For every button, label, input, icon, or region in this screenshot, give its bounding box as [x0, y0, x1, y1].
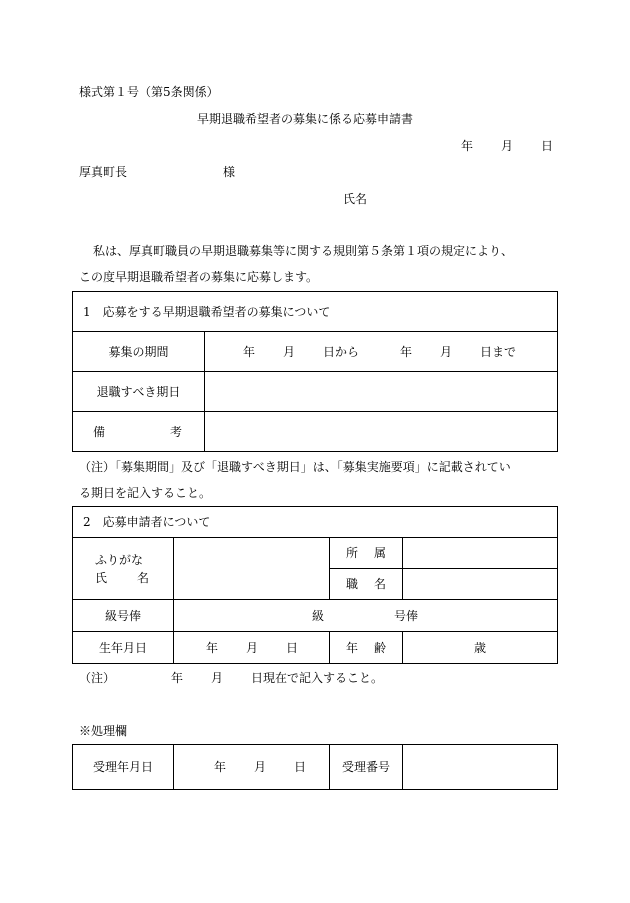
furigana-label: ふりがな	[95, 552, 144, 567]
grade-label: 級号俸	[73, 600, 174, 632]
remarks-label-b: 考	[169, 424, 182, 439]
position-label-b: 名	[373, 577, 386, 591]
name-label-cell	[73, 538, 174, 600]
section2-heading: 2 応募申請者について	[73, 507, 558, 538]
received-date-value[interactable]	[174, 745, 330, 790]
period-month-to: 月	[440, 344, 453, 359]
name-value[interactable]	[174, 538, 330, 600]
received-number-value[interactable]	[403, 745, 558, 790]
note1-line1: （注）「募集期間」及び「退職すべき期日」は、「募集実施要項」に記載されてい	[79, 460, 511, 474]
section1-heading: 1 応募をする早期退職希望者の募集について	[73, 292, 558, 332]
name-label-b: 名	[136, 570, 149, 585]
addressee-honorific: 様	[223, 165, 236, 179]
received-month: 月	[254, 760, 267, 774]
grade-kyu: 級	[312, 608, 325, 623]
affiliation-label-a: 所	[346, 546, 359, 560]
period-year-from: 年	[243, 344, 256, 359]
retirement-date-value[interactable]	[205, 372, 558, 412]
retirement-date-label: 退職すべき期日	[73, 372, 205, 412]
note2-prefix: （注）	[79, 671, 116, 685]
period-year-to: 年	[400, 344, 413, 359]
grade-gohou: 号俸	[394, 608, 419, 623]
addressee-name: 厚真町長	[79, 165, 128, 179]
received-year: 年	[214, 760, 227, 774]
received-day: 日	[294, 760, 307, 774]
note2-day-text: 日現在で記入すること。	[251, 671, 384, 685]
position-value[interactable]	[403, 569, 558, 600]
remarks-label	[73, 412, 205, 452]
date-day: 日	[541, 139, 554, 153]
age-label-b: 齢	[373, 640, 386, 655]
period-day-to: 日まで	[480, 344, 517, 359]
received-date-label: 受理年月日	[73, 745, 174, 790]
age-label-a: 年	[346, 640, 359, 655]
affiliation-label-b: 属	[373, 546, 386, 560]
processing-table	[72, 744, 558, 790]
document-title: 早期退職希望者の募集に係る応募申請書	[197, 112, 414, 126]
grade-value[interactable]	[174, 600, 558, 632]
birth-month: 月	[246, 640, 259, 655]
age-unit: 歳	[474, 640, 487, 655]
birth-date-label: 生年月日	[73, 632, 174, 664]
form-number: 様式第１号（第5条関係）	[79, 85, 219, 99]
body-text-line2: この度早期退職希望者の募集に応募します。	[79, 270, 319, 284]
age-label	[330, 632, 403, 664]
position-label	[330, 569, 403, 600]
period-month-from: 月	[283, 344, 296, 359]
date-month: 月	[501, 139, 514, 153]
recruitment-period-label: 募集の期間	[73, 332, 205, 372]
note2-month: 月	[211, 671, 224, 685]
received-number-label: 受理番号	[330, 745, 403, 790]
section2-table	[72, 506, 558, 664]
remarks-value[interactable]	[205, 412, 558, 452]
birth-year: 年	[206, 640, 219, 655]
birth-date-value[interactable]	[174, 632, 330, 664]
note2-year: 年	[171, 671, 184, 685]
section1-table	[72, 291, 558, 452]
processing-heading: ※処理欄	[79, 724, 128, 738]
age-value[interactable]	[403, 632, 558, 664]
applicant-name-label: 氏名	[343, 192, 368, 206]
position-label-a: 職	[346, 577, 359, 591]
note1-line2: る期日を記入すること。	[79, 486, 212, 500]
affiliation-label	[330, 538, 403, 569]
date-year: 年	[461, 139, 474, 153]
birth-day: 日	[286, 640, 299, 655]
period-day-from: 日から	[323, 344, 360, 359]
recruitment-period-value[interactable]	[205, 332, 558, 372]
affiliation-value[interactable]	[403, 538, 558, 569]
name-label-a: 氏	[95, 570, 108, 585]
body-text-line1: 私は、厚真町職員の早期退職募集等に関する規則第５条第１項の規定により、	[93, 244, 514, 258]
remarks-label-a: 備	[93, 424, 106, 439]
